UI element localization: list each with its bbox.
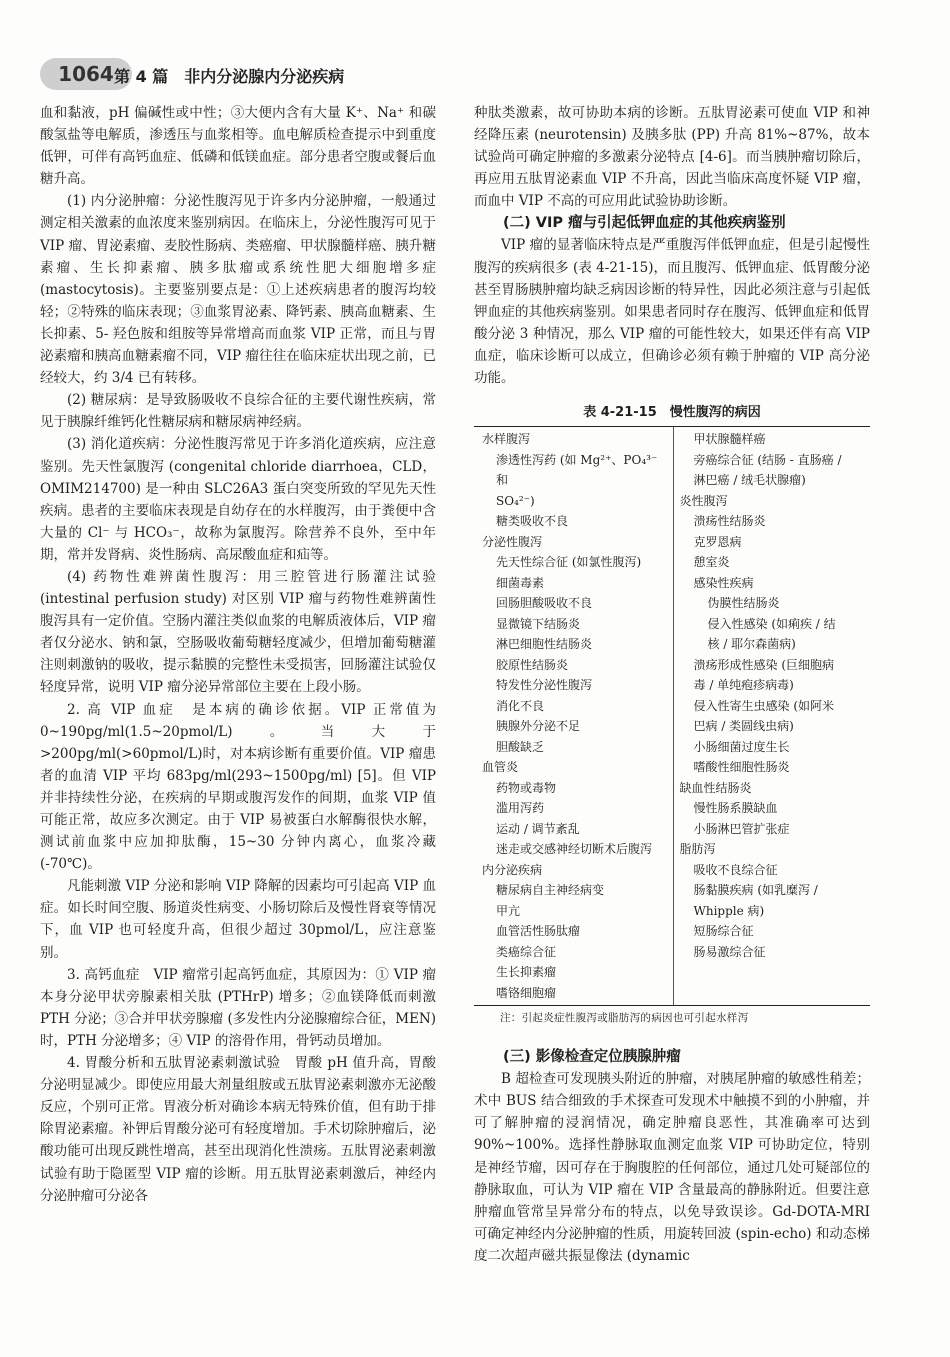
table-item: 憩室炎 bbox=[693, 555, 730, 570]
page-header bbox=[40, 56, 920, 92]
table-item: 溃疡形成性感染 (巨细胞病 bbox=[693, 657, 834, 672]
paragraph: VIP 瘤的显著临床特点是严重腹泻伴低钾血症，但是引起慢性腹泻的疾病很多 (表 4-21-15)，而且腹泻、低钾血症、低胃酸分泌甚至胃肠胰肿瘤均缺乏病因诊断的特异性，因此必须注意与引起低钾血症的其他疾病鉴别。如果患者同时存在腹泻、低钾血症和低胃酸分泌 3 种情况，那么 VIP 瘤的可能性较大，如果还伴有高 VIP 血症，临床诊断可以成立，但确诊必须有赖于肿瘤的 VIP 高分泌功能。 bbox=[474, 237, 870, 387]
table-left-column bbox=[474, 427, 674, 1005]
table-item: 短肠综合征 bbox=[693, 924, 754, 939]
paragraph: (3) 消化道疾病：分泌性腹泻常见于许多消化道疾病，应注意鉴别。先天性氯腹泻 (congenital chloride diarrhoea，CLD，OMIM214700) 是一种由 SLC26A3 蛋白突变所致的罕见先天性疾病。患者的主要临床表现是自幼存在的水样腹泻，由于粪便中含大量的 Cl⁻ 与 HCO₃⁻，故称为氯腹泻。除营养不良外，至中年期，常并发肾病、炎性肠病、高尿酸血症和疝等。 bbox=[40, 436, 436, 563]
table-item: 滥用泻药 bbox=[496, 801, 545, 816]
table-item: 胰腺外分泌不足 bbox=[496, 719, 581, 734]
table-item: 感染性疾病 bbox=[693, 575, 754, 590]
table-item: 渗透性泻药 (如 Mg²⁺、PO₄³⁻ 和 bbox=[496, 452, 658, 488]
table-item: 运动 / 调节紊乱 bbox=[496, 821, 580, 836]
table-item: 肠黏膜疾病 (如乳糜泻 / bbox=[693, 883, 818, 898]
table-item: 消化不良 bbox=[496, 698, 545, 713]
table-item: 核 / 耶尔森菌病) bbox=[707, 637, 796, 652]
paragraph: 4. 胃酸分析和五肽胃泌素刺激试验 胃酸 pH 值升高，胃酸分泌明显减少。即使应用最大剂量组胺或五肽胃泌素刺激亦无泌酸反应，个别可正常。胃液分析对确诊本病无特殊价值，但有助于排除胃泌素瘤。补钾后胃酸分泌可有轻度增加。手术切除肿瘤后，泌酸功能可出现反跳性增高，甚至出现消化性溃疡。五肽胃泌素刺激试验有助于隐匿型 VIP 瘤的诊断。用五肽胃泌素刺激后，神经内分泌肿瘤可分泌各 bbox=[40, 1055, 436, 1204]
chapter-title: 第 4 篇 非内分泌腺内分泌疾病 bbox=[114, 67, 345, 86]
table-category: 脂肪泻 bbox=[679, 842, 716, 857]
causes-table bbox=[474, 426, 870, 1006]
table-category: 缺血性结肠炎 bbox=[679, 780, 752, 795]
paragraph: 血和黏液，pH 偏碱性或中性；③大便内含有大量 K⁺、Na⁺ 和碳酸氢盐等电解质，渗透压与血浆相等。血电解质检查提示中到重度低钾，可伴有高钙血症、低磷和低镁血症。部分患者空腹或餐后血糖升高。 bbox=[40, 105, 436, 188]
page-number: 1064 bbox=[40, 58, 132, 90]
table-item: 克罗恩病 bbox=[693, 534, 742, 549]
table-item: 嗜铬细胞瘤 bbox=[496, 985, 557, 1000]
table-item: 侵入性感染 (如痢疾 / 结 bbox=[707, 616, 836, 631]
right-column-bottom bbox=[474, 1046, 870, 1267]
paragraph: (2) 糖尿病：是导致肠吸收不良综合征的主要代谢性疾病，常见于胰腺纤维钙化性糖尿病和糖尿病神经病。 bbox=[40, 392, 436, 431]
section-heading: (三) 影像检查定位胰腺肿瘤 bbox=[503, 1049, 681, 1066]
paragraph: (1) 内分泌肿瘤：分泌性腹泻见于许多内分泌肿瘤，一般通过测定相关激素的血浓度来鉴别病因。在临床上，分泌性腹泻可见于 VIP 瘤、胃泌素瘤、麦胶性肠病、类癌瘤、甲状腺髓样癌、胰升糖素瘤、生长抑素瘤、胰多肽瘤或系统性肥大细胞增多症 (mastocytosis)。主要鉴别要点是：①上述疾病患者的腹泻均较轻；②特殊的临床表现；③血浆胃泌素、降钙素、胰高血糖素、生长抑素、5- 羟色胺和组胺等异常增高而血浆 VIP 正常，而且与胃泌素瘤和胰高血糖素瘤不同，VIP 瘤往往在临床症状出现之前，已经较大，约 3/4 已有转移。 bbox=[40, 193, 436, 387]
right-column-top bbox=[474, 102, 870, 389]
table-item: 糖尿病自主神经病变 bbox=[496, 883, 605, 898]
table-item: 类癌综合征 bbox=[496, 944, 557, 959]
table-item: 侵入性寄生虫感染 (如阿米 bbox=[693, 698, 834, 713]
table-item: 糖类吸收不良 bbox=[496, 514, 569, 529]
table-item: 吸收不良综合征 bbox=[693, 862, 778, 877]
table-category: 炎性腹泻 bbox=[679, 493, 728, 508]
table-item: 嗜酸性细胞性肠炎 bbox=[693, 760, 790, 775]
paragraph: 2. 高 VIP 血症 是本病的确诊依据。VIP 正常值为 0~190pg/ml(1.5~20pmol/L)。当大于 >200pg/ml(>60pmol/L)时，对本病诊断有重要价值。VIP 瘤患者的血清 VIP 平均 683pg/ml(293~1500pg/ml) [5]。但 VIP 并非持续性分泌，在疾病的早期或腹泻发作的间期，血浆 VIP 值可能正常，故应多次测定。由于 VIP 易被蛋白水解酶很快水解，测试前血浆中应加抑肽酶，15~30 分钟内离心，血浆冷藏 (-70℃)。 bbox=[40, 701, 436, 873]
table-item: 血管活性肠肽瘤 bbox=[496, 924, 581, 939]
table-item: 肠易激综合征 bbox=[693, 944, 766, 959]
table-item: 小肠淋巴管扩张症 bbox=[693, 821, 790, 836]
paragraph: B 超检查可发现胰头附近的肿瘤，对胰尾肿瘤的敏感性稍差；术中 BUS 结合细致的手术探查可发现术中触摸不到的小肿瘤，并可了解肿瘤的浸润情况，确定肿瘤良恶性，其准确率可达到 90%~100%。选择性静脉取血测定血浆 VIP 可协助定位，特别是神经节瘤，因可存在于胸腹腔的任何部位，通过几处可疑部位的静脉取血，可认为 VIP 瘤在 VIP 含量最高的静脉附近。但要注意肿瘤血管常呈异常分布的特点，以免导致误诊。Gd-DOTA-MRI 可确定神经内分泌肿瘤的性质，用旋转回波 (spin-echo) 和动态梯度二次超声磁共振显像法 (dynamic bbox=[474, 1071, 870, 1264]
table-note: 注：引起炎症性腹泻或脂肪泻的病因也可引起水样泻 bbox=[500, 1012, 749, 1025]
table-item: 迷走或交感神经切断术后腹泻 bbox=[496, 842, 653, 857]
table-right-column bbox=[674, 427, 871, 1005]
table-category: 水样腹泻 bbox=[482, 432, 531, 447]
table-item: 生长抑素瘤 bbox=[496, 965, 557, 980]
table-item: 特发性分泌性腹泻 bbox=[496, 678, 593, 693]
left-column bbox=[40, 102, 436, 1207]
table-item: 胶原性结肠炎 bbox=[496, 657, 569, 672]
paragraph: 种肽类激素，故可协助本病的诊断。五肽胃泌素可使血 VIP 和神经降压素 (neurotensin) 及胰多肽 (PP) 升高 81%~87%，故本试验尚可确定肿瘤的多激素分泌特点 [4-6]。而当胰肿瘤切除后，再应用五肽胃泌素血 VIP 不升高，因此当临床高度怀疑 VIP 瘤，而血中 VIP 不高的可应用此试验协助诊断。 bbox=[474, 105, 870, 210]
table-item: 甲亢 bbox=[496, 903, 521, 918]
table-item: 细菌毒素 bbox=[496, 575, 545, 590]
table-item: 巴病 / 类圆线虫病) bbox=[693, 719, 794, 734]
table-item: 药物或毒物 bbox=[496, 780, 557, 795]
table-item: 小肠细菌过度生长 bbox=[693, 739, 790, 754]
table-item: 溃疡性结肠炎 bbox=[693, 514, 766, 529]
table-item: 旁癌综合征 (结肠 - 直肠癌 / bbox=[693, 452, 842, 467]
table-item: 淋巴癌 / 绒毛状腺瘤) bbox=[693, 473, 806, 488]
table-category: 内分泌疾病 bbox=[482, 862, 543, 877]
table-item: SO₄²⁻) bbox=[496, 493, 535, 508]
table-item: 显微镜下结肠炎 bbox=[496, 616, 581, 631]
right-column bbox=[474, 102, 870, 1267]
table-item: 先天性综合征 (如氯性腹泻) bbox=[496, 555, 642, 570]
table-item: 回肠胆酸吸收不良 bbox=[496, 596, 593, 611]
table-category: 血管炎 bbox=[482, 760, 519, 775]
paragraph: (4) 药物性难辨菌性腹泻：用三腔管进行肠灌注试验 (intestinal perfusion study) 对区别 VIP 瘤与药物性难辨菌性腹泻具有一定价值。空肠内灌注类似血浆的电解质液体后，VIP 瘤者仅分泌水、钠和氯，空肠吸收葡萄糖轻度减少，但增加葡萄糖灌注则刺激钠的吸收，提示黏膜的完整性未受损害，回肠灌注试验仅轻度异常，说明 VIP 瘤分泌异常部位主要在上段小肠。 bbox=[40, 568, 436, 696]
section-heading: (二) VIP 瘤与引起低钾血症的其他疾病鉴别 bbox=[503, 215, 786, 232]
table-item: 胆酸缺乏 bbox=[496, 739, 545, 754]
table-item: 甲状腺髓样癌 bbox=[693, 432, 766, 447]
paragraph: 3. 高钙血症 VIP 瘤常引起高钙血症，其原因为：① VIP 瘤本身分泌甲状旁腺素相关肽 (PTHrP) 增多；②血镁降低而刺激 PTH 分泌；③合并甲状旁腺瘤 (多发性内分泌腺瘤综合征，MEN) 时，PTH 分泌增多；④ VIP 的溶骨作用，骨钙动员增加。 bbox=[40, 966, 436, 1049]
table-item: Whipple 病) bbox=[693, 903, 765, 918]
table-item: 毒 / 单纯疱疹病毒) bbox=[693, 678, 794, 693]
table-item: 淋巴细胞性结肠炎 bbox=[496, 637, 593, 652]
table-category: 分泌性腹泻 bbox=[482, 534, 543, 549]
paragraph: 凡能刺激 VIP 分泌和影响 VIP 降解的因素均可引起高 VIP 血症。如长时间空腹、肠道炎性病变、小肠切除后及慢性肾衰等情况下，血 VIP 也可轻度升高，但很少超过 30pmol/L，应注意鉴别。 bbox=[40, 878, 436, 961]
table-item: 伪膜性结肠炎 bbox=[707, 596, 780, 611]
table-title: 表 4-21-15 慢性腹泻的病因 bbox=[583, 405, 761, 421]
table-item: 慢性肠系膜缺血 bbox=[693, 801, 778, 816]
